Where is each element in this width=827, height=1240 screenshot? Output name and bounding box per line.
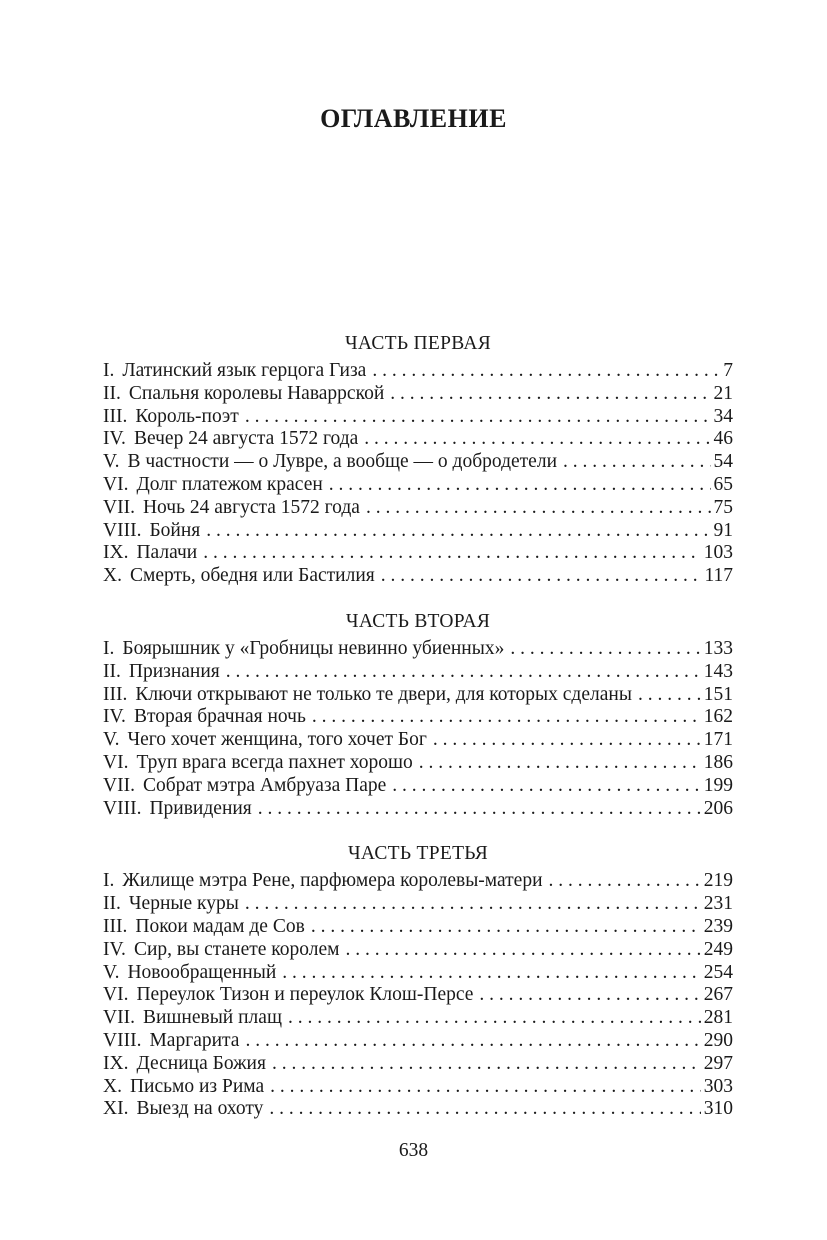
chapter-number: IV.	[103, 938, 126, 960]
dot-leader	[245, 1030, 700, 1053]
toc-part-3	[103, 840, 733, 1121]
chapter-title: Вишневый плащ	[142, 1007, 282, 1029]
dot-leader	[312, 706, 701, 729]
dot-leader	[272, 1053, 701, 1076]
toc-entry	[103, 729, 733, 752]
page-number: 151	[703, 683, 733, 705]
chapter-title: Вторая брачная ночь	[133, 706, 306, 728]
page-number: 162	[703, 706, 733, 728]
dot-leader	[226, 661, 701, 684]
chapter-title: Признания	[128, 660, 220, 682]
page-number: 171	[703, 729, 733, 751]
page-number: 21	[713, 382, 733, 404]
toc-entry	[103, 1053, 733, 1076]
page-number: 281	[703, 1007, 733, 1029]
toc-entry	[103, 775, 733, 798]
page-number: 310	[703, 1098, 733, 1120]
toc-entry	[103, 1076, 733, 1099]
chapter-title: Жилище мэтра Рене, парфюмера королевы-матери	[122, 870, 543, 892]
toc-entry	[103, 798, 733, 821]
chapter-title: Чего хочет женщина, того хочет Бог	[127, 729, 427, 751]
chapter-title: Десница Божия	[136, 1052, 266, 1074]
chapter-title: Король-поэт	[135, 405, 239, 427]
chapter-number: V.	[103, 729, 120, 751]
dot-leader	[433, 729, 701, 752]
chapter-title: В частности — о Лувре, а вообще — о добродетели	[127, 451, 558, 473]
page-number: 231	[703, 893, 733, 915]
dot-leader	[392, 775, 700, 798]
chapter-title: Боярышник у «Гробницы невинно убиенных»	[122, 637, 505, 659]
dot-leader	[270, 1076, 701, 1099]
toc-entry	[103, 360, 733, 383]
dot-leader	[638, 684, 701, 707]
dot-leader	[364, 428, 710, 451]
toc-entry	[103, 893, 733, 916]
page-number: 249	[703, 938, 733, 960]
chapter-title: Покои мадам де Сов	[135, 915, 305, 937]
chapter-title: Спальня королевы Наваррской	[128, 382, 385, 404]
toc-entry	[103, 474, 733, 497]
chapter-number: V.	[103, 451, 120, 473]
toc-entry	[103, 661, 733, 684]
page-number: 65	[713, 473, 733, 495]
chapter-number: II.	[103, 893, 121, 915]
chapter-number: VII.	[103, 774, 135, 796]
dot-leader	[366, 497, 711, 520]
page-number: 199	[703, 774, 733, 796]
dot-leader	[329, 474, 711, 497]
dot-leader	[269, 1098, 700, 1121]
part-heading: ЧАСТЬ ТРЕТЬЯ	[347, 843, 489, 865]
dot-leader	[372, 360, 720, 383]
chapter-title: Черные куры	[128, 893, 239, 915]
page-number: 133	[703, 637, 733, 659]
chapter-number: V.	[103, 961, 120, 983]
part-heading: ЧАСТЬ ВТОРАЯ	[345, 610, 491, 632]
chapter-number: VIII.	[103, 519, 142, 541]
dot-leader	[479, 984, 700, 1007]
toc-entry	[103, 916, 733, 939]
dot-leader	[345, 939, 700, 962]
dot-leader	[203, 542, 701, 565]
dot-leader	[206, 520, 710, 543]
table-of-contents	[103, 330, 733, 1121]
page-number: 46	[713, 428, 733, 450]
page-number: 7	[723, 360, 733, 381]
toc-entry	[103, 1098, 733, 1121]
chapter-title: Привидения	[149, 797, 252, 819]
page-number: 206	[703, 797, 733, 819]
page-number: 143	[703, 660, 733, 682]
chapter-number: VI.	[103, 984, 129, 1006]
dot-leader	[563, 451, 710, 474]
page-number: 75	[713, 496, 733, 518]
page-number: 303	[703, 1075, 733, 1097]
chapter-number: VIII.	[103, 1029, 142, 1051]
chapter-number: VI.	[103, 751, 129, 773]
chapter-number: IX.	[103, 542, 129, 564]
dot-leader	[311, 916, 701, 939]
toc-entry	[103, 520, 733, 543]
chapter-number: III.	[103, 915, 128, 937]
chapter-number: X.	[103, 565, 122, 587]
toc-entry	[103, 870, 733, 893]
toc-entry	[103, 752, 733, 775]
chapter-title: Новообращенный	[127, 961, 277, 983]
chapter-title: Ночь 24 августа 1572 года	[142, 496, 360, 518]
dot-leader	[419, 752, 701, 775]
chapter-title: Труп врага всегда пахнет хорошо	[136, 751, 413, 773]
page-number: 297	[703, 1052, 733, 1074]
page-number: 54	[713, 451, 733, 473]
toc-entry	[103, 565, 733, 588]
toc-entry	[103, 542, 733, 565]
page-title: ОГЛАВЛЕНИЕ	[320, 104, 507, 133]
page-number: 186	[703, 751, 733, 773]
dot-leader	[245, 406, 711, 429]
page-number: 219	[703, 870, 733, 892]
toc-entry	[103, 962, 733, 985]
chapter-number: X.	[103, 1075, 122, 1097]
dot-leader	[282, 962, 700, 985]
toc-entry	[103, 706, 733, 729]
toc-entry	[103, 1030, 733, 1053]
page-number: 34	[713, 405, 733, 427]
dot-leader	[258, 798, 701, 821]
chapter-number: XI.	[103, 1098, 129, 1120]
toc-entry	[103, 638, 733, 661]
dot-leader	[381, 565, 702, 588]
toc-entry	[103, 984, 733, 1007]
chapter-number: I.	[103, 360, 115, 381]
toc-entry	[103, 383, 733, 406]
toc-entry	[103, 428, 733, 451]
page-number: 254	[703, 961, 733, 983]
chapter-number: IV.	[103, 428, 126, 450]
chapter-number: IX.	[103, 1052, 129, 1074]
chapter-title: Смерть, обедня или Бастилия	[129, 565, 375, 587]
chapter-number: VIII.	[103, 797, 142, 819]
toc-part-2	[103, 608, 733, 820]
part-heading: ЧАСТЬ ПЕРВАЯ	[344, 333, 492, 354]
chapter-number: I.	[103, 870, 115, 892]
chapter-title: Ключи открывают не только те двери, для которых сделаны	[135, 683, 632, 705]
chapter-title: Вечер 24 августа 1572 года	[133, 428, 359, 450]
dot-leader	[390, 383, 710, 406]
toc-entry	[103, 939, 733, 962]
toc-part-1	[103, 330, 733, 588]
chapter-number: VII.	[103, 1007, 135, 1029]
chapter-title: Бойня	[149, 519, 201, 541]
toc-entry	[103, 1007, 733, 1030]
chapter-title: Сир, вы станете королем	[133, 938, 340, 960]
chapter-title: Долг платежом красен	[136, 473, 323, 495]
chapter-number: VII.	[103, 496, 135, 518]
dot-leader	[549, 870, 701, 893]
chapter-title: Палачи	[136, 542, 198, 564]
page-number: 290	[703, 1029, 733, 1051]
folio-page-number: 638	[398, 1140, 429, 1161]
chapter-number: I.	[103, 637, 115, 659]
chapter-number: II.	[103, 382, 121, 404]
chapter-number: VI.	[103, 473, 129, 495]
chapter-title: Выезд на охоту	[136, 1098, 264, 1120]
toc-entry	[103, 451, 733, 474]
dot-leader	[510, 638, 700, 661]
toc-entry	[103, 406, 733, 429]
chapter-number: III.	[103, 405, 128, 427]
chapter-title: Маргарита	[149, 1029, 240, 1051]
page-number: 239	[703, 915, 733, 937]
chapter-number: IV.	[103, 706, 126, 728]
dot-leader	[288, 1007, 701, 1030]
chapter-title: Латинский язык герцога Гиза	[122, 360, 367, 381]
chapter-number: III.	[103, 683, 128, 705]
chapter-number: II.	[103, 660, 121, 682]
toc-entry	[103, 684, 733, 707]
chapter-title: Собрат мэтра Амбруаза Паре	[142, 774, 387, 796]
page-number: 267	[703, 984, 733, 1006]
page-number: 103	[703, 542, 733, 564]
toc-entry	[103, 497, 733, 520]
chapter-title: Письмо из Рима	[129, 1075, 265, 1097]
page-number: 117	[704, 565, 733, 587]
chapter-title: Переулок Тизон и переулок Клош-Персе	[136, 984, 474, 1006]
page-number: 91	[713, 519, 733, 541]
dot-leader	[245, 893, 701, 916]
